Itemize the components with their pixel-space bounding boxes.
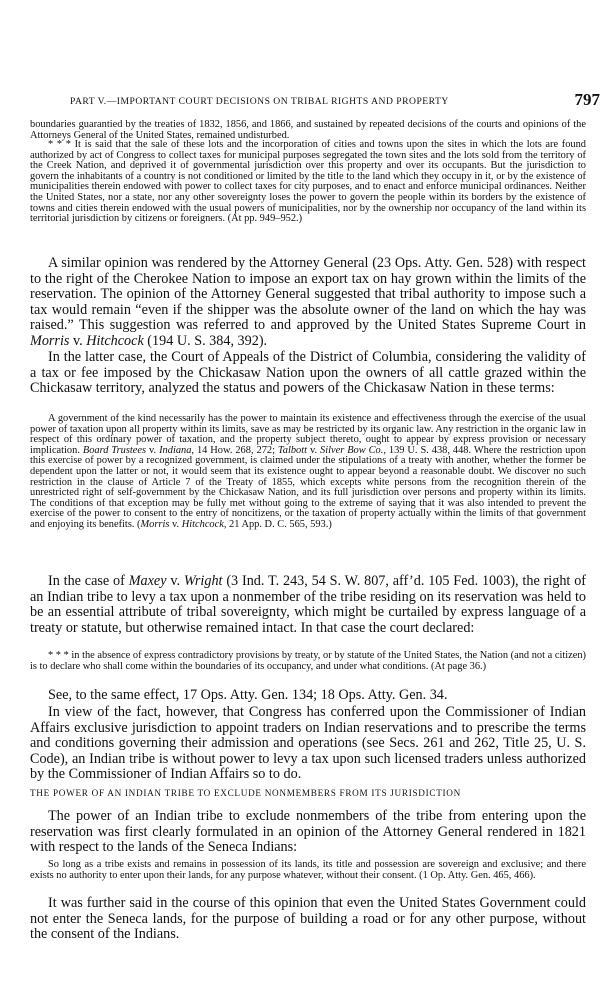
paragraph-1 bbox=[30, 256, 586, 350]
page-number: 797 bbox=[574, 90, 600, 109]
block-quote-2 bbox=[30, 140, 586, 225]
paragraph-text: In the case of Maxey v. Wright (3 Ind. T. 243, 54 S. W. 807, aff’d. 105 Fed. 1003), the right of an Indian tribe to levy a tax upon a nonmember of the tribe residing on its reservation was held to be an essential attribute of tribal sovereignty, which might be curtailed by express language of a treaty or statute, but otherwise remained intact. In that case the court declared: bbox=[30, 573, 587, 636]
paragraph-4 bbox=[30, 688, 586, 704]
paragraph-text: The power of an Indian tribe to exclude nonmembers of the tribe from entering upon the reservation was first clearly formulated in an opinion of the Attorney General rendered in 1821 with respect to the lands of the Seneca Indians: bbox=[30, 808, 586, 856]
paragraph-text: In view of the fact, however, that Congress has conferred upon the Commissioner of Indian Affairs exclusive jurisdiction to appoint traders on Indian reservations and to prescribe the terms and conditions governing their admission and operations (see Secs. 261 and 262, Title 25, U. S. Code), an Indian tribe is without power to levy a tax upon such licensed traders unless authorized by the Commissioner of Indian Affairs so to do. bbox=[30, 704, 586, 783]
quote-text: A government of the kind necessarily has the power to maintain its existence and effectiveness through the exercise of the usual power of taxation upon all property within its limits, save as may be restricted by its organic law. Any restriction in the organic law in respect of this ordinary power of taxation, and the property subject thereto, ought to appear by express provision or necessary implication. Board Trustees v. Indiana, 14 How. 268, 272; Talbott v. Silver Bow Co., 139 U. S. 438, 448. Where the restriction upon this exercise of power by a recognized government, is claimed under the stipulations of a treaty with another, whether the former be dependent upon the latter or not, it would seem that its existence ought to appear beyond a reasonable doubt. We discover no such restriction in the clause of Article 7 of the Treaty of 1855, which excepts white persons from the recognition therein of the unrestricted right of self-government by the Chickasaw Nation, and its full jurisdiction over persons and property within its limits. The conditions of that exception may be fully met without going to the extreme of saying that it was also intended to prevent the exercise of the power to consent to the entry of noncitizens, or the taxation of property actually within the limits of that government and enjoying its benefits. (Morris v. Hitchcock, 21 App. D. C. 565, 593.) bbox=[30, 413, 586, 530]
case-name: Morris bbox=[30, 332, 70, 349]
paragraph-text: It was further said in the course of this opinion that even the United States Government could not enter the Seneca lands, for the purpose of building a road or for any other purpose, without the consent of the Indians. bbox=[30, 895, 586, 943]
block-quote-5 bbox=[30, 860, 586, 881]
case-name: Hitchcock bbox=[86, 332, 144, 349]
paragraph-text: See, to the same effect, 17 Ops. Atty. Gen. 134; 18 Ops. Atty. Gen. 34. bbox=[48, 687, 448, 703]
quote-text: * * * in the absence of express contradictory provisions by treaty, or by statute of the United States, the Nation (and not a citizen) is to declare who shall come within the boundaries of its occupancy, and under what conditions. (At page 36.) bbox=[30, 650, 586, 672]
block-quote-3 bbox=[30, 414, 586, 531]
paragraph-6 bbox=[30, 809, 586, 856]
paragraph-2 bbox=[30, 350, 586, 397]
quote-text: So long as a tribe exists and remains in possession of its lands, its title and possession are sovereign and exclusive; and there exists no authority to enter upon their lands, for any purpose whatever, without their consent. (1 Op. Atty. Gen. 465, 466). bbox=[30, 859, 586, 881]
quote-text: * * * It is said that the sale of these lots and the incorporation of cities and towns upon the sites in which the lots are found authorized by act of Congress to collect taxes for municipal purposes segregated the town sites and the lots sold from the territory of the Creek Nation, and deprived it of governmental jurisdiction over this property and over its occupants. But the jurisdiction to govern the inhabitants of a country is not conditioned or limited by the title to the land which they occupy in it, or by the existence of municipalities therein endowed with power to collect taxes for city purposes, and to enact and enforce municipal ordinances. Neither the United States, nor a state, nor any other sovereignty loses the power to govern the people within its borders by the existence of towns and cities therein endowed with the usual powers of municipalities, nor by the ownership nor occupancy of the land within its territorial jurisdiction by citizens or foreigners. (At pp. 949–952.) bbox=[30, 139, 586, 225]
heading-text: THE POWER OF AN INDIAN TRIBE TO EXCLUDE NONMEMBERS FROM ITS JURISDICTION bbox=[30, 788, 461, 798]
quote-text: boundaries guarantied by the treaties of 1832, 1856, and 1866, and sustained by repeated decisions of the courts and opinions of the Attorneys General of the United States, remained undisturbed. bbox=[30, 119, 586, 141]
paragraph-text: A similar opinion was rendered by the Attorney General (23 Ops. Atty. Gen. 528) with respect to the right of the Cherokee Nation to impose an export tax on hay grown within the limits of the reservation. The opinion of the Attorney General suggested that tribal authority to impose such a tax would remain “even if the shipper was the absolute owner of the land on which the hay was raised.” This suggestion was referred to and approved by the United States Supreme Court in Morris v. Hitchcock (194 U. S. 384, 392). bbox=[30, 255, 586, 349]
section-heading bbox=[30, 788, 586, 798]
running-header bbox=[70, 90, 600, 112]
block-quote-1 bbox=[30, 120, 586, 141]
paragraph-5 bbox=[30, 705, 586, 783]
paragraph-text: In the latter case, the Court of Appeals of the District of Columbia, considering the validity of a tax or fee imposed by the Chickasaw Nation upon the owners of all cattle grazed within the Chickasaw territory, analyzed the status and powers of the Chickasaw Nation in these terms: bbox=[30, 349, 586, 397]
block-quote-4 bbox=[30, 651, 586, 672]
paragraph-3 bbox=[30, 574, 586, 636]
paragraph-7 bbox=[30, 896, 586, 943]
running-title: PART V.—IMPORTANT COURT DECISIONS ON TRIBAL RIGHTS AND PROPERTY bbox=[70, 96, 449, 107]
